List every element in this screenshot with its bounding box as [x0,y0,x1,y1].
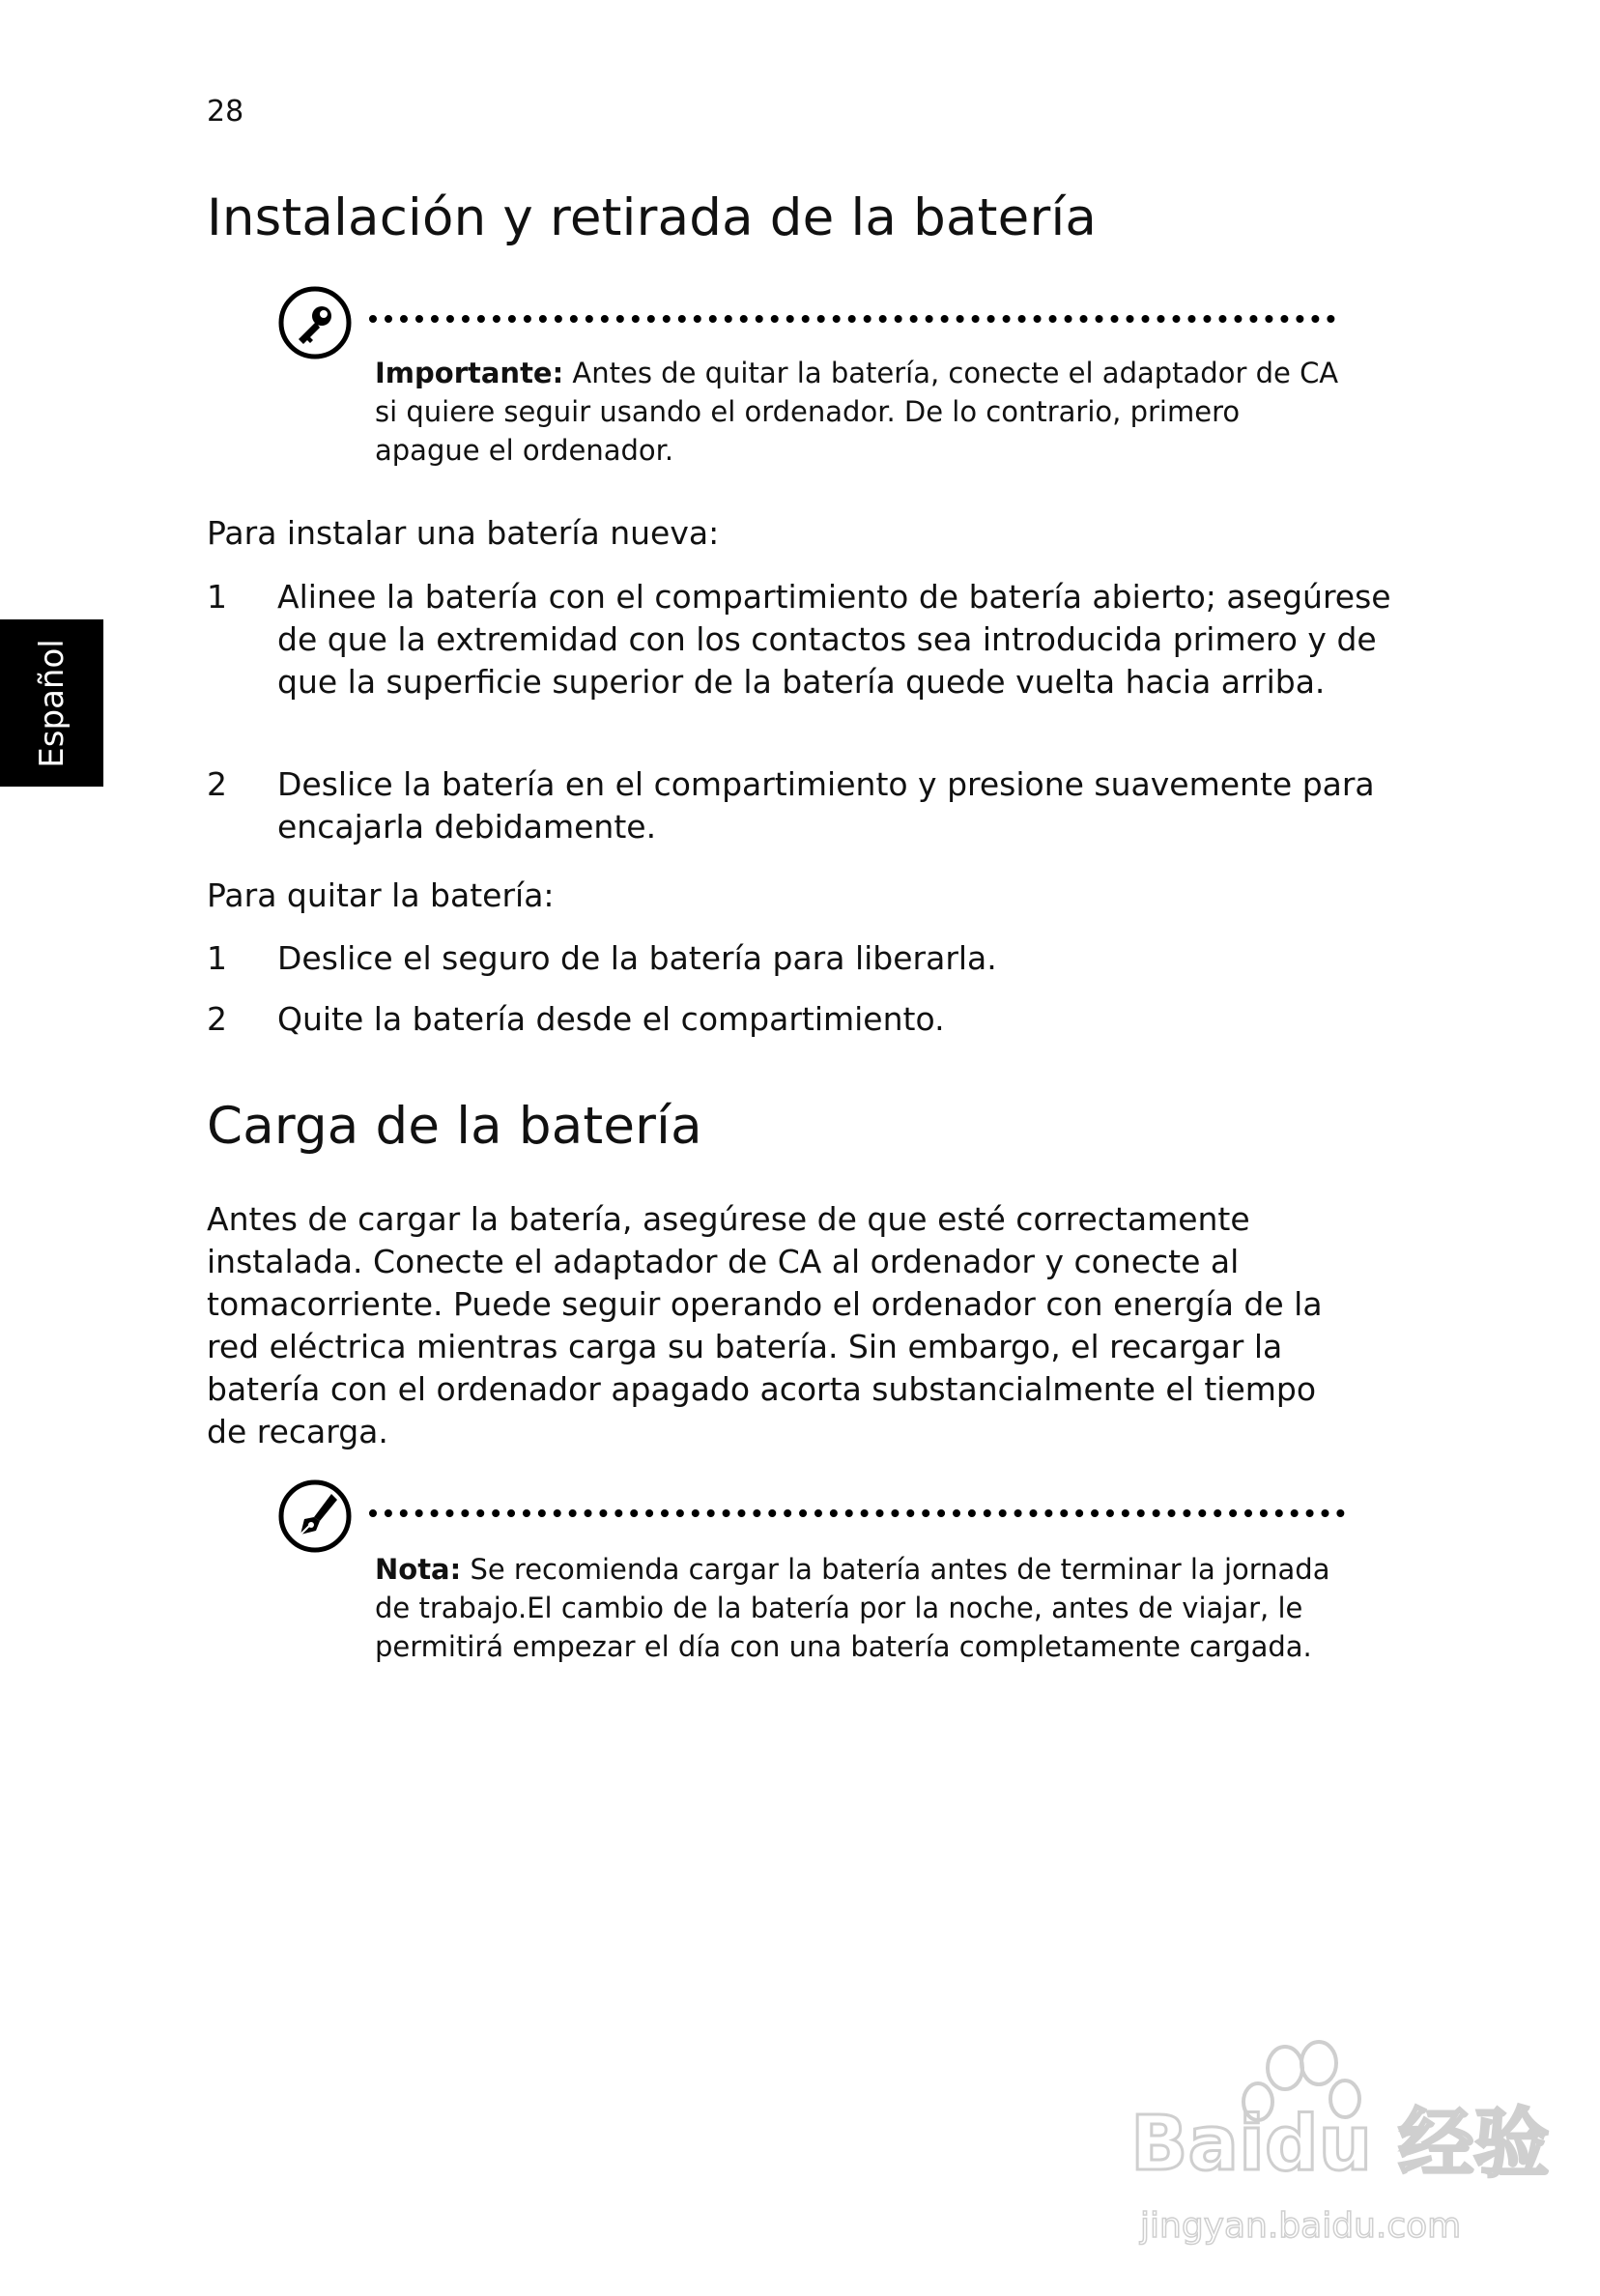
charge-note [375,1550,1341,1666]
section-title-charge: Carga de la batería [207,1097,702,1156]
pen-nib-icon [277,1478,353,1558]
list-item: Deslice el seguro de la batería para liberarla. [277,939,997,977]
list-item: Deslice la batería en el compartimiento y presione suavemente para encajarla debidamente. [277,765,1375,846]
list-number: 1 [207,578,227,616]
note-label: Importante: [375,357,564,389]
note-separator [369,315,1335,323]
charge-paragraph: Antes de cargar la batería, asegúrese de que esté correctamente instalada. Conecte el adaptador de CA al ordenador y conecte al tomacorriente. Puede seguir operando el ordenador con energía de la red eléctrica mientras carga su batería. Sin embargo, el recargar la batería con el ordenador apagado acorta substancialmente el tiempo de recarga. [207,1200,1323,1450]
language-side-tab [0,619,103,787]
list-item: Alinee la batería con el compartimiento de batería abierto; asegúrese de que la extremidad con los contactos sea introducida primero y de que la superficie superior de la batería quede vuelta hacia arriba. [277,578,1391,701]
key-icon [277,285,353,364]
side-tab-label: Español [32,638,71,768]
list-item: Quite la batería desde el compartimiento. [277,1000,945,1038]
install-intro: Para instalar una batería nueva: [207,514,720,552]
baidu-watermark [1101,2029,1550,2261]
important-note [375,354,1341,470]
watermark-brand: Baidu 经验 [1130,2101,1550,2188]
page-number: 28 [207,95,244,129]
list-number: 2 [207,765,227,803]
note-body: Antes de quitar la batería, conecte el adaptador de CA si quiere seguir usando el ordenador. De lo contrario, primero apague el ordenador. [375,357,1339,467]
note-label: Nota: [375,1553,462,1586]
watermark-url: jingyan.baidu.com [1140,2206,1462,2246]
list-number: 2 [207,1000,227,1038]
note-separator [369,1509,1345,1517]
note-body: Se recomienda cargar la batería antes de terminar la jornada de trabajo.El cambio de la batería por la noche, antes de viajar, le permitirá empezar el día con una batería completamente cargada. [375,1553,1330,1663]
section-title-install: Instalación y retirada de la batería [207,188,1098,247]
list-number: 1 [207,939,227,977]
remove-intro: Para quitar la batería: [207,876,555,914]
